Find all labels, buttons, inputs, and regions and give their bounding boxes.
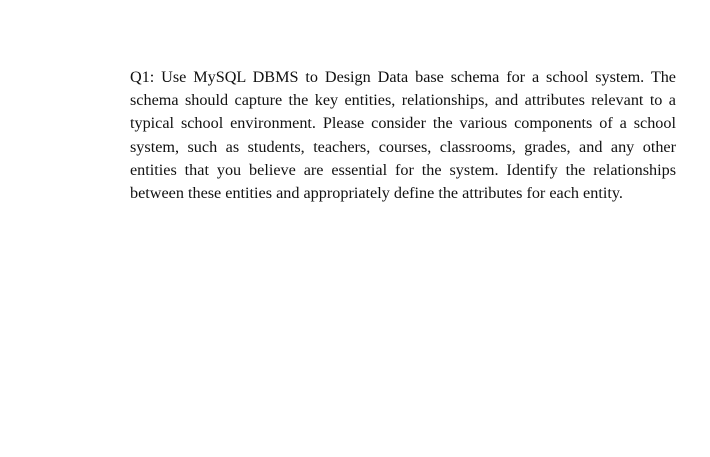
question-line: between these entities and appropriately define the attributes for each entity. bbox=[130, 184, 623, 203]
question-paragraph bbox=[130, 66, 676, 205]
question-line: typical school environment. Please consider the various components of a school bbox=[130, 114, 676, 133]
question-line: schema should capture the key entities, relationships, and attributes relevant to a bbox=[130, 91, 676, 110]
question-line: Q1: Use MySQL DBMS to Design Data base schema for a school system. The bbox=[130, 68, 676, 86]
question-line: entities that you believe are essential for the system. Identify the relationships bbox=[130, 160, 676, 179]
question-line: system, such as students, teachers, courses, classrooms, grades, and any other bbox=[130, 137, 676, 156]
